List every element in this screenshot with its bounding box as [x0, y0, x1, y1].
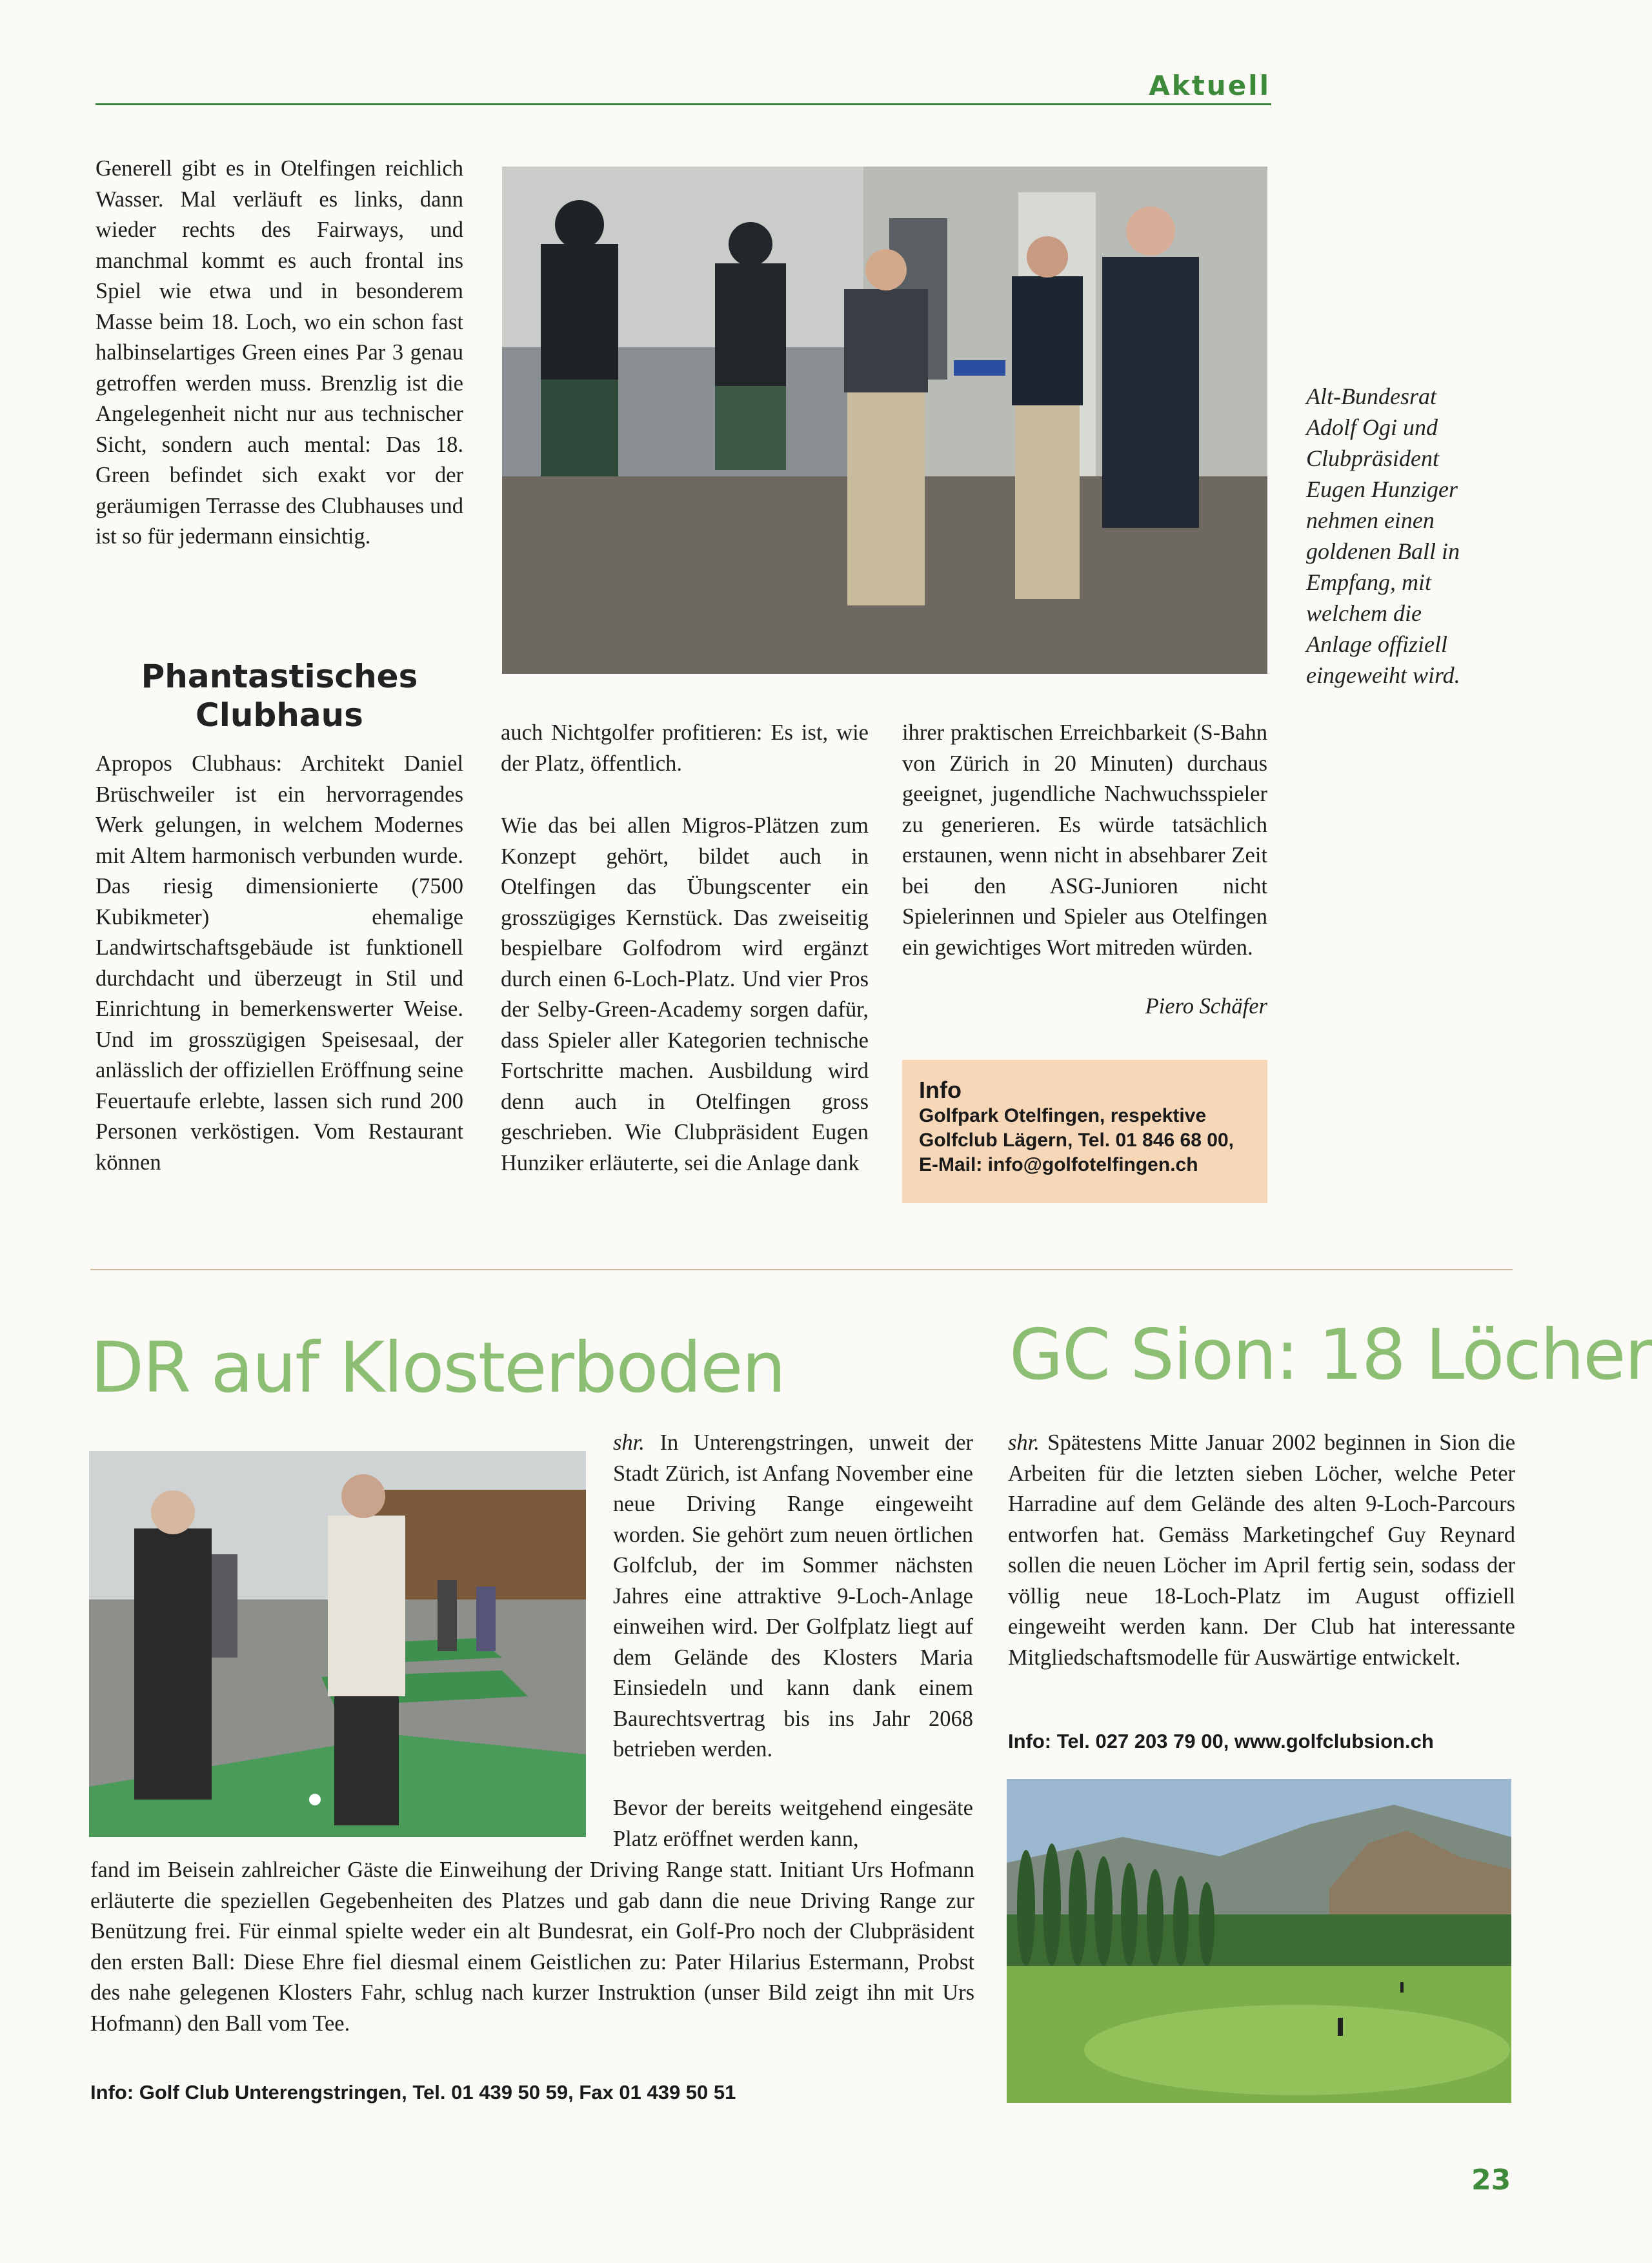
ceremony-photo: [502, 167, 1267, 674]
article2-lead-abbr: shr.: [613, 1430, 645, 1455]
page-number: 23: [1471, 2164, 1511, 2197]
article2-info: Info: Golf Club Unterengstringen, Tel. 01 439 50 59, Fax 01 439 50 51: [90, 2081, 736, 2104]
article1-col2-p1: auch Nichtgolfer profitieren: Es ist, wie der Platz, öffentlich.: [501, 720, 869, 776]
info-box-line3: E-Mail: info@golfotelfingen.ch: [919, 1154, 1198, 1175]
article2-p1: shr. In Unterengstringen, unweit der Stadt Zürich, ist Anfang November eine neue Driving Range eingeweiht worden. Sie gehört zum neuen örtlichen Golfclub, der im Sommer nächsten Jahres eine attraktive 9-Loch-Anlage einweihen wird. Der Golfplatz liegt auf dem Gelände des Klosters Maria Einsiedeln und kann dank einem Baurechtsvertrag bis ins Jahr 2068 betrieben werden.: [613, 1430, 974, 1761]
article1-intro: Generell gibt es in Otelfingen reichlich Wasser. Mal verläuft es links, dann wieder rechts des Fairways, und manchmal kommt es auch frontal ins Spiel wie etwa und in besonderem Masse beim 18. Loch, wo ein schon fast halbinselartiges Green eines Par 3 genau getroffen werden muss. Brenzlig ist die Angelegenheit nicht nur aus technischer Sicht, sondern auch mental: Das 18. Green befindet sich exakt vor der geräumigen Terrasse des Clubhauses und ist so für jedermann einsichtig.: [96, 156, 463, 549]
article2-headline: DR auf Klosterboden: [90, 1328, 785, 1408]
section-divider: [90, 1269, 1513, 1270]
article1-author: Piero Schäfer: [1145, 994, 1267, 1019]
article1-col1-body: Apropos Clubhaus: Architekt Daniel Brüschweiler ist ein hervorragendes Werk gelungen, in welchem Modernes mit Altem harmonisch verbunden wurde. Das riesig dimensionierte (7500 Kubikmeter) ehemalige Landwirtschaftsgebäude ist funktionell durchdacht und überzeugt in Stil und Einrichtung in bemerkenswerter Weise. Und im grosszügigen Speisesaal, der anlässlich der offiziellen Eröffnung seine Feuertaufe erlebte, lassen sich rund 200 Personen verköstigen. Vom Restaurant können: [96, 751, 463, 1175]
article3-p1: shr. Spätestens Mitte Januar 2002 beginnen in Sion die Arbeiten für die letzten sieben Löcher, welche Peter Harradine auf dem Gelände des alten 9-Loch-Parcours entworfen hat. Gemäss Marketingchef Guy Reynard sollen die neuen Löcher im April fertig sein, sodass der völlig neue 18-Loch-Platz im August offiziell eingeweiht werden kann. Der Club hat interessante Mitgliedschaftsmodelle für Auswärtige entwickelt.: [1008, 1430, 1516, 1670]
info-box-title: Info: [919, 1077, 962, 1103]
article2-p2-start: Bevor der bereits weitgehend eingesäte Platz eröffnet werden kann,: [613, 1796, 973, 1851]
section-label: Aktuell: [1149, 70, 1271, 101]
info-box-line1: Golfpark Otelfingen, respektive: [919, 1105, 1207, 1126]
info-box-line2: Golfclub Lägern, Tel. 01 846 68 00,: [919, 1130, 1234, 1151]
header-rule: [96, 103, 1271, 105]
article1-col3-p1: ihrer praktischen Erreichbarkeit (S-Bahn von Zürich in 20 Minuten) durchaus geeignet, jugendliche Nachwuchsspieler zu generieren. Es würde tatsächlich erstaunen, wenn nicht in absehbarer Zeit bei den ASG-Junioren nicht Spielerinnen und Spieler aus Otelfingen ein gewichtiges Wort mitreden würden.: [902, 720, 1267, 960]
article3-headline: GC Sion: 18 Löcher: [1009, 1315, 1652, 1395]
driving-range-photo: [89, 1451, 586, 1837]
article2-p2-rest: fand im Beisein zahlreicher Gäste die Einweihung der Driving Range statt. Initiant Urs Hofmann erläuterte die speziellen Gegebenheiten des Platzes und gab dann die neue Driving Range zur Benützung frei. Für einmal spielte weder ein alt Bundesrat, ein Golf-Pro noch der Clubpräsident den ersten Ball: Diese Ehre fiel diesmal einem Geistlichen zu: Pater Hilarius Estermann, Probst des nahe gelegenen Klosters Fahr, schlug nach kurzer Instruktion (unser Bild zeigt ihn mit Urs Hofmann) den Ball vom Tee.: [90, 1858, 974, 2036]
article1-col2-p2: Wie das bei allen Migros-Plätzen zum Konzept gehört, bildet auch in Otelfingen das Übungscenter ein grosszügiges Kernstück. Das zweiseitig bespielbare Golfodrom wird ergänzt durch einen 6-Loch-Platz. Und vier Pros der Selby-Green-Academy sorgen dafür, dass Spieler aller Kategorien technische Fortschritte machen. Ausbildung wird denn auch in Otelfingen gross geschrieben. Wie Clubpräsident Eugen Hunziker erläuterte, sei die Anlage dank: [501, 813, 869, 1175]
article3-lead-abbr: shr.: [1008, 1430, 1040, 1455]
golf-course-photo: [1007, 1779, 1511, 2103]
photo-caption: Alt-Bundesrat Adolf Ogi und Clubpräsident Eugen Hunziger nehmen einen goldenen Ball in Empfang, mit welchem die Anlage offiziell eingeweiht wird.: [1306, 383, 1460, 688]
article1-subhead: Phantastisches Clubhaus: [141, 658, 418, 734]
info-box: [902, 1060, 1267, 1203]
article3-info: Info: Tel. 027 203 79 00, www.golfclubsion.ch: [1008, 1730, 1434, 1752]
